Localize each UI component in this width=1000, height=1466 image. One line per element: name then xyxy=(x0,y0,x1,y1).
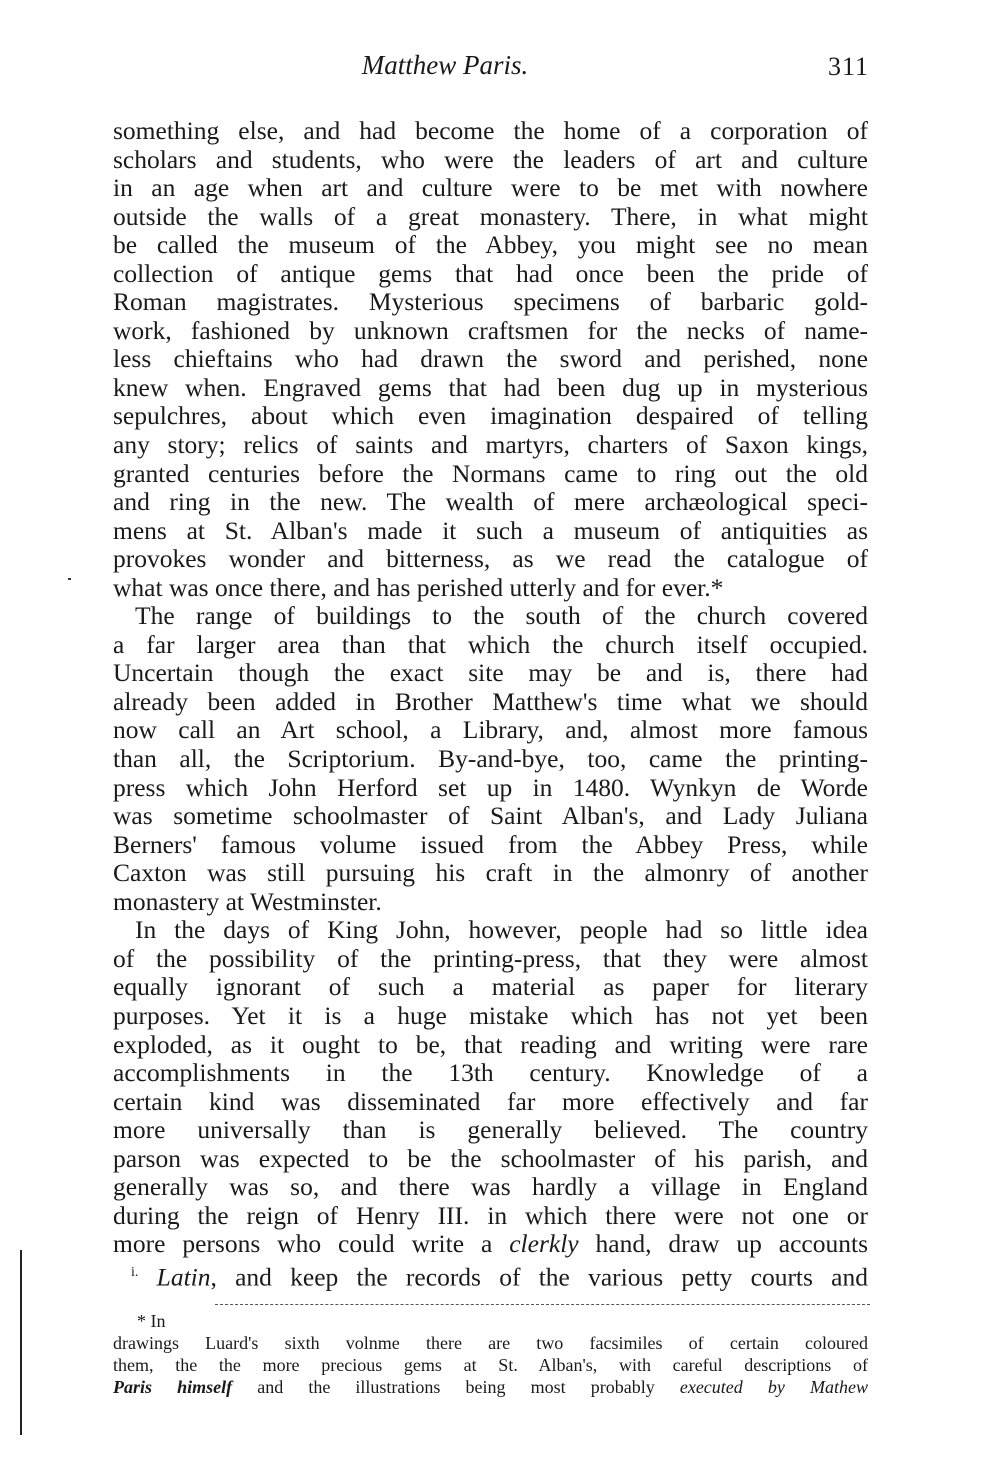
text-line: now call an Art school, a Library, and, almost more famous xyxy=(113,715,868,745)
text-line: Uncertain though the exact site may be and is, there had xyxy=(113,658,868,688)
text-line: exploded, as it ought to be, that reading and writing were rare xyxy=(113,1029,868,1059)
text-line: parson was expected to be the schoolmaster of his parish, and xyxy=(113,1143,868,1173)
footnote-marker: * In xyxy=(137,1311,166,1331)
text-line: more universally than is generally believed. The country xyxy=(113,1115,868,1145)
text-line: generally was so, and there was hardly a village in England xyxy=(113,1172,868,1202)
footnote-line: them, the the more precious gems at St. Alban's, with careful descriptions of xyxy=(113,1355,868,1375)
text-line: any story; relics of saints and martyrs, charters of Saxon kings, xyxy=(113,430,868,460)
text-line: in an age when art and culture were to be met with nowhere xyxy=(113,173,868,203)
footnote-italic: executed by Mathew xyxy=(679,1377,868,1397)
text-line: mens at St. Alban's made it such a museum of antiquities as xyxy=(113,515,868,545)
text-line: press which John Herford set up in 1480. Wynkyn de Worde xyxy=(113,772,868,802)
text-line: monastery at Westminster. xyxy=(113,886,382,916)
running-header-title: Matthew Paris. xyxy=(361,50,529,80)
text-line: Roman magistrates. Mysterious specimens of barbaric gold- xyxy=(113,287,868,317)
line-text: hand, draw up accounts xyxy=(578,1229,868,1259)
text-line: Caxton was still pursuing his craft in the almonry of another xyxy=(113,858,868,888)
text-line: and ring in the new. The wealth of mere archæological speci- xyxy=(113,487,868,517)
footnote-rule xyxy=(215,1304,870,1305)
text-line: certain kind was disseminated far more effectively and far xyxy=(113,1086,868,1116)
text-line: be called the museum of the Abbey, you might see no mean xyxy=(113,230,868,260)
footnote-line xyxy=(113,1376,868,1398)
text-line: something else, and had become the home of a corporation of xyxy=(113,116,868,145)
stray-mark: i. xyxy=(131,1264,139,1280)
page-number: 311 xyxy=(828,52,870,81)
text-line xyxy=(113,1230,868,1259)
line-text: more persons who could write a xyxy=(113,1229,493,1259)
text-line: collection of antique gems that had once been the pride of xyxy=(113,258,868,288)
line-text: Latin, and keep the records of the various petty courts and xyxy=(156,1262,868,1292)
footnote-italic: Paris himself xyxy=(113,1377,233,1397)
text-line: outside the walls of a great monastery. There, in what might xyxy=(113,201,868,231)
text-line: sepulchres, about which even imagination despaired of telling xyxy=(113,401,868,431)
text-line: already been added in Brother Matthew's time what we should xyxy=(113,686,868,716)
text-line: less chieftains who had drawn the sword and perished, none xyxy=(113,344,868,374)
footnote-text: and the illustrations being most probably xyxy=(232,1377,680,1397)
text-line: of the possibility of the printing-press, that they were almost xyxy=(113,943,868,973)
text-line: a far larger area than that which the church itself occupied. xyxy=(113,629,868,659)
text-line xyxy=(113,1259,868,1292)
scan-margin-mark xyxy=(20,1250,22,1435)
text-line: provokes wonder and bitterness, as we read the catalogue of xyxy=(113,544,868,574)
text-line: than all, the Scriptorium. By-and-bye, too, came the printing- xyxy=(113,744,868,774)
text-line: was sometime schoolmaster of Saint Alban's, and Lady Juliana xyxy=(113,801,868,831)
italic-word: clerkly xyxy=(509,1229,579,1259)
text-line: work, fashioned by unknown craftsmen for the necks of name- xyxy=(113,315,868,345)
text-line: what was once there, and has perished utterly and for ever.* xyxy=(113,572,724,602)
text-line: The range of buildings to the south of the church covered xyxy=(135,601,868,631)
footnote xyxy=(113,1310,868,1398)
body-text xyxy=(113,116,868,1292)
text-line: In the days of King John, however, people had so little idea xyxy=(135,915,868,945)
text-line: purposes. Yet it is a huge mistake which has not yet been xyxy=(113,1000,868,1030)
text-line: knew when. Engraved gems that had been dug up in mysterious xyxy=(113,372,868,402)
text-line: Berners' famous volume issued from the Abbey Press, while xyxy=(113,829,868,859)
text-line: granted centuries before the Normans came to ring out the old xyxy=(113,458,868,488)
footnote-line: drawings Luard's sixth volnme there are two facsimiles of certain coloured xyxy=(113,1333,868,1353)
text-line: equally ignorant of such a material as paper for literary xyxy=(113,972,868,1002)
text-line: accomplishments in the 13th century. Knowledge of a xyxy=(113,1058,868,1088)
text-line: during the reign of Henry III. in which there were not one or xyxy=(113,1200,868,1230)
scan-margin-dot xyxy=(68,578,71,580)
text-line: scholars and students, who were the leaders of art and culture xyxy=(113,144,868,174)
